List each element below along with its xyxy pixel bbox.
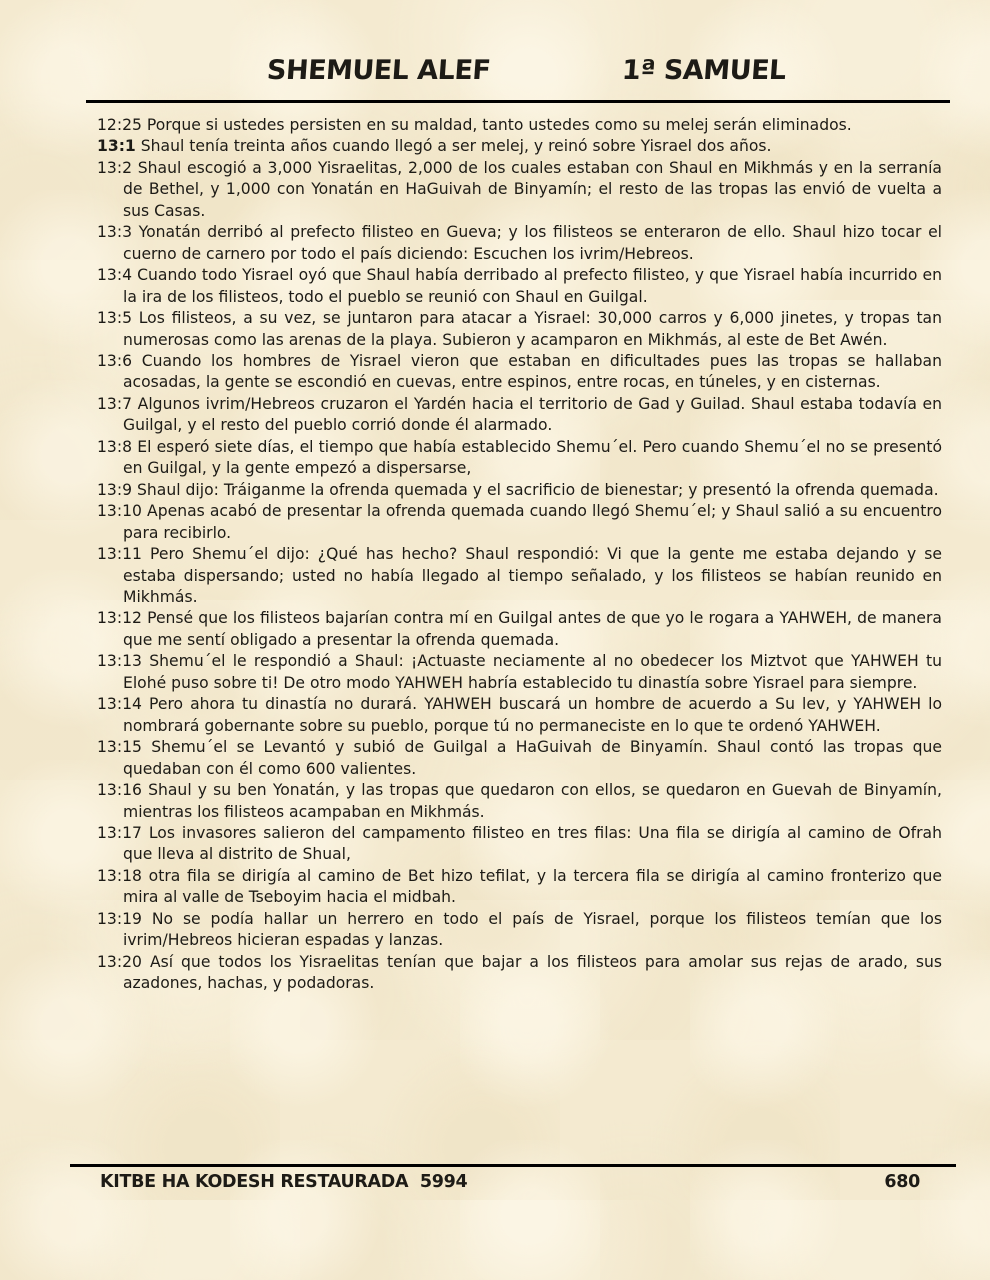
verse-reference: 13:20 [97, 952, 142, 971]
verse-paragraph [97, 544, 942, 608]
verse-paragraph [97, 158, 942, 222]
footer-rule [70, 1164, 956, 1167]
verse-reference: 13:16 [97, 781, 142, 800]
verse-text: No se podía hallar un herrero en todo el país de Yisrael, porque los filisteos temían que los ivrim/Hebreos hicieran espadas y lanzas. [123, 909, 942, 950]
verse-text: Porque si ustedes persisten en su maldad, tanto ustedes como su melej serán eliminados. [146, 116, 852, 134]
verse-paragraph [97, 823, 942, 866]
verse-reference: 13:4 [97, 266, 133, 285]
verse-reference: 13:5 [97, 309, 133, 328]
verse-text: Así que todos los Yisraelitas tenían que bajar a los filisteos para amolar sus rejas de arado, sus azadones, hachas, y podadoras. [123, 952, 942, 993]
verse-text: Cuando los hombres de Yisrael vieron que estaban en dificultades pues las tropas se hallaban acosadas, la gente se escondió en cuevas, entre espinos, entre rocas, en túneles, y en cisternas. [123, 351, 942, 392]
verse-paragraph [97, 952, 942, 995]
verse-paragraph [97, 265, 942, 308]
verse-paragraph [97, 136, 942, 157]
verse-text: Pero Shemu´el dijo: ¿Qué has hecho? Shaul respondió: Vi que la gente me estaba dejando y se estaba dispersando; usted no había llegado al tiempo señalado, y los filisteos se habían reunido en Mikhmás. [123, 545, 942, 606]
verse-list [97, 115, 942, 995]
verse-paragraph [97, 480, 942, 501]
footer-page-number: 680 [884, 1172, 920, 1192]
verse-reference: 13:9 [97, 480, 133, 499]
verse-text: Los invasores salieron del campamento filisteo en tres filas: Una fila se dirigía al camino de Ofrah que lleva al distrito de Shual, [123, 823, 942, 864]
verse-paragraph [97, 651, 942, 694]
verse-paragraph [97, 909, 942, 952]
verse-reference: 13:19 [97, 909, 142, 928]
verse-reference: 13:12 [97, 609, 142, 628]
verse-reference: 13:15 [97, 738, 142, 757]
verse-paragraph [97, 351, 942, 394]
verse-reference: 13:7 [97, 394, 133, 413]
verse-paragraph [97, 780, 942, 823]
verse-text: Pero ahora tu dinastía no durará. YAHWEH buscará un hombre de acuerdo a Su lev, y YAHWEH lo nombrará gobernante sobre su pueblo, porque tú no permaneciste en lo que te ordenó YAHWEH. [123, 695, 942, 735]
verse-paragraph [97, 866, 942, 909]
verse-text: Shaul tenía treinta años cuando llegó a ser melej, y reinó sobre Yisrael dos años. [140, 137, 772, 156]
verse-text: Shaul dijo: Tráiganme la ofrenda quemada y el sacrificio de bienestar; y presentó la ofrenda quemada. [137, 480, 939, 499]
verse-reference: 13:6 [97, 351, 133, 370]
verse-paragraph [97, 308, 942, 351]
verse-paragraph [97, 608, 942, 651]
verse-text: Los filisteos, a su vez, se juntaron para atacar a Yisrael: 30,000 carros y 6,000 jinetes, y tropas tan numerosas como las arenas de la playa. Subieron y acamparon en Mikhmás, al este de Bet Awén. [123, 309, 942, 349]
verse-text: El esperó siete días, el tiempo que había establecido Shemu´el. Pero cuando Shemu´el no se presentó en Guilgal, y la gente empezó a dispersarse, [123, 437, 942, 478]
verse-text: Algunos ivrim/Hebreos cruzaron el Yardén hacia el territorio de Gad y Guilad. Shaul estaba todavía en Guilgal, y el resto del pueblo corrió donde él alarmado. [123, 394, 942, 435]
verse-text: Pensé que los filisteos bajarían contra mí en Guilgal antes de que yo le rogara a YAHWEH, de manera que me sentí obligado a presentar la ofrenda quemada. [123, 609, 942, 649]
verse-paragraph [97, 437, 942, 480]
verse-text: Apenas acabó de presentar la ofrenda quemada cuando llegó Shemu´el; y Shaul salió a su encuentro para recibirlo. [123, 502, 942, 542]
verse-reference: 13:18 [97, 866, 142, 885]
verse-text: Cuando todo Yisrael oyó que Shaul había derribado al prefecto filisteo, y que Yisrael había incurrido en la ira de los filisteos, todo el pueblo se reunió con Shaul en Guilgal. [123, 266, 942, 306]
verse-text: Yonatán derribó al prefecto filisteo en Gueva; y los filisteos se enteraron de ello. Shaul hizo tocar el cuerno de carnero por todo el país diciendo: Escuchen los ivrim/Hebreos. [123, 223, 942, 263]
verse-text: otra fila se dirigía al camino de Bet hizo tefilat, y la tercera fila se dirigía al camino fronterizo que mira al valle de Tseboyim hacia el midbah. [123, 866, 942, 907]
verse-paragraph [97, 501, 942, 544]
page-title-hebrew: SHEMUEL ALEF [265, 55, 492, 86]
verse-paragraph [97, 222, 942, 265]
verse-paragraph [97, 737, 942, 780]
verse-reference: 13:8 [97, 437, 133, 456]
verse-reference: 13:17 [97, 823, 142, 842]
verse-text: Shemu´el se Levantó y subió de Guilgal a HaGuivah de Binyamín. Shaul contó las tropas que quedaban con él como 600 valientes. [123, 738, 942, 778]
verse-reference: 13:2 [97, 158, 133, 177]
verse-reference: 13:1 [97, 137, 136, 156]
footer-edition-label: KITBE HA KODESH RESTAURADA 5994 [100, 1172, 468, 1192]
header-rule [86, 100, 950, 103]
verse-text: Shemu´el le respondió a Shaul: ¡Actuaste neciamente al no obedecer los Miztvot que YAHWEH tu Elohé puso sobre ti! De otro modo YAHWEH habría establecido tu dinastía sobre Yisrael para siempre. [123, 652, 942, 692]
verse-paragraph [97, 694, 942, 737]
verse-paragraph [97, 115, 942, 136]
verse-text: Shaul y su ben Yonatán, y las tropas que quedaron con ellos, se quedaron en Guevah de Binyamín, mientras los filisteos acampaban en Mikhmás. [123, 781, 942, 821]
verse-reference: 12:25 [97, 116, 142, 134]
verse-reference: 13:3 [97, 223, 133, 242]
verse-reference: 13:10 [97, 502, 142, 521]
verse-text: Shaul escogió a 3,000 Yisraelitas, 2,000 de los cuales estaban con Shaul en Mikhmás y en la serranía de Bethel, y 1,000 con Yonatán en HaGuivah de Binyamín; el resto de las tropas las envió de vuelta a sus Casas. [123, 158, 942, 220]
verse-reference: 13:11 [97, 545, 142, 564]
verse-paragraph [97, 394, 942, 437]
verse-reference: 13:13 [97, 652, 142, 671]
page-title-spanish: 1ª SAMUEL [620, 55, 787, 86]
verse-reference: 13:14 [97, 695, 142, 714]
